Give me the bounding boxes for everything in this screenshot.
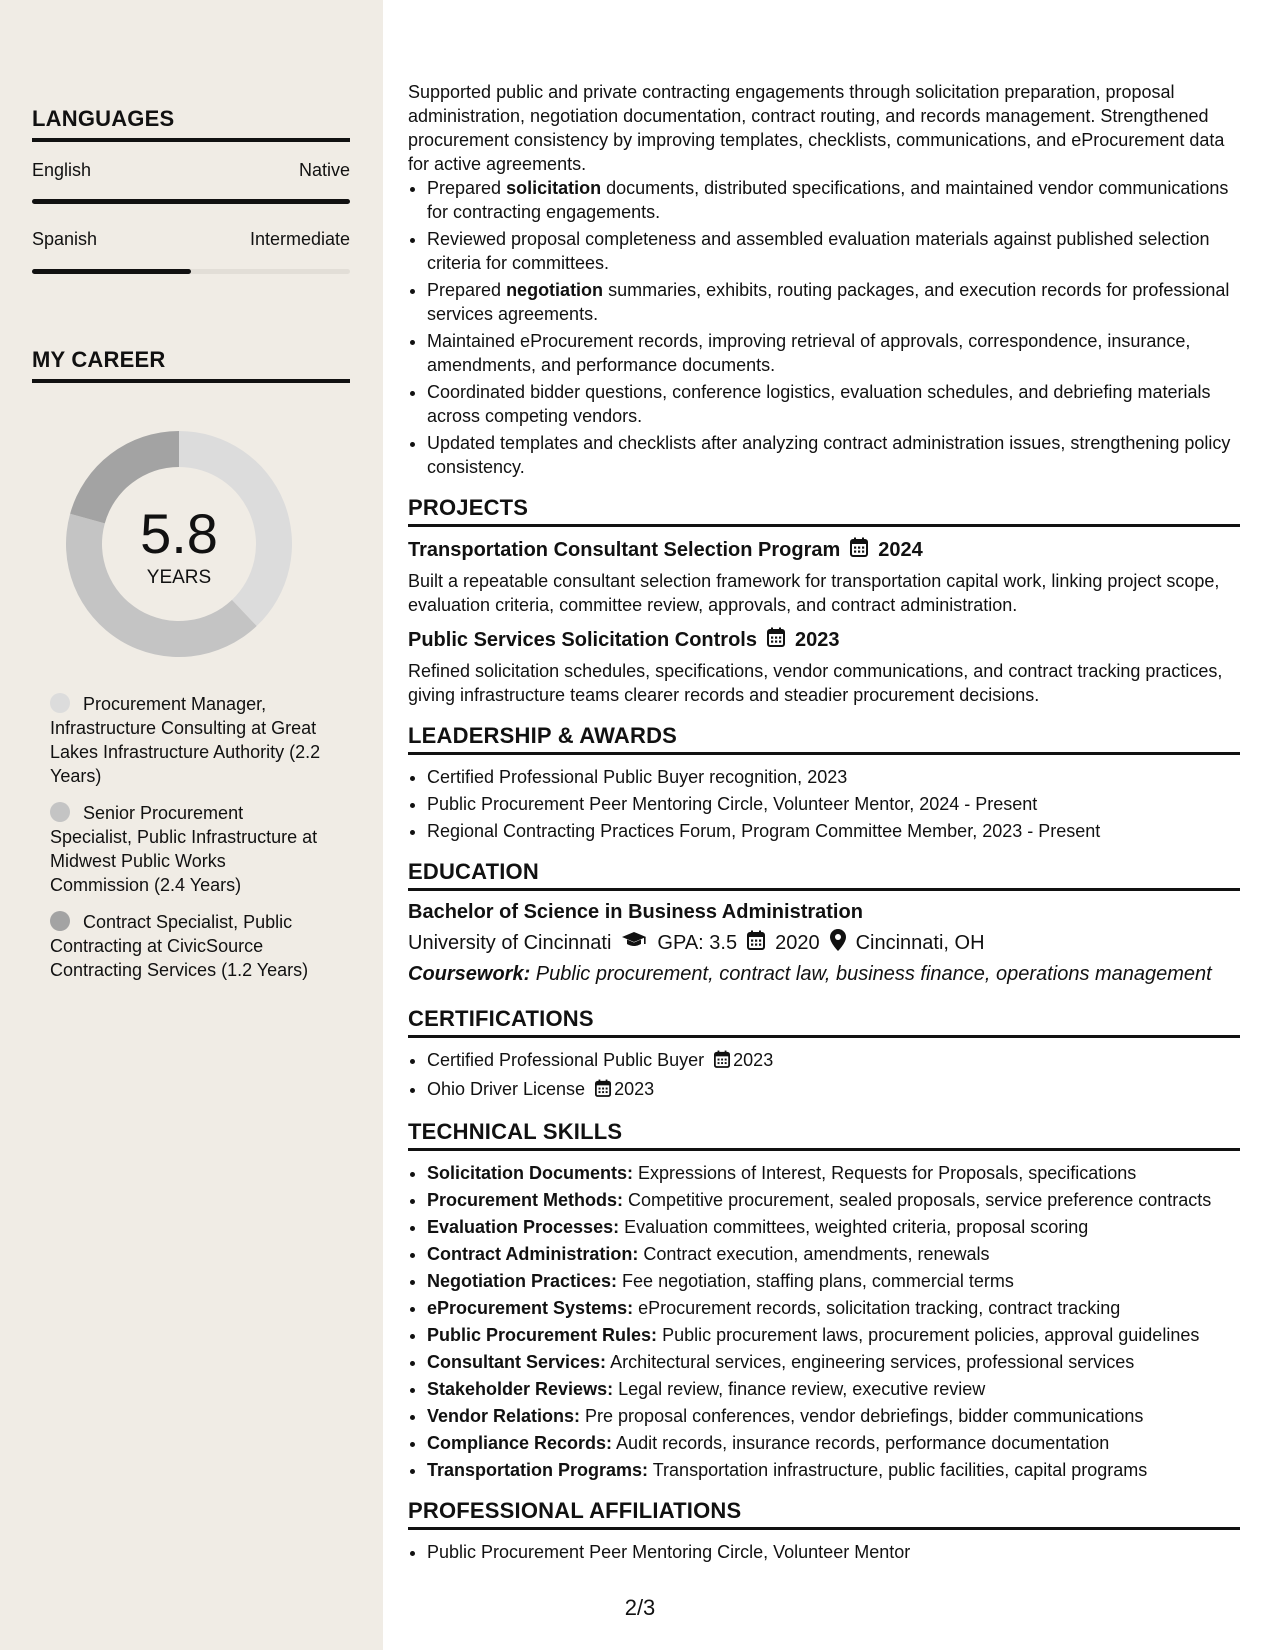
skill-label: Negotiation Practices:: [427, 1271, 618, 1291]
skill-item: [427, 1377, 1240, 1401]
skill-value: Pre proposal conferences, vendor debriefings, bidder communications: [580, 1406, 1144, 1426]
project-title-row: [408, 627, 1240, 653]
sidebar: [0, 0, 383, 1650]
skill-value: Public procurement laws, procurement policies, approval guidelines: [657, 1325, 1200, 1345]
skill-label: Compliance Records:: [427, 1433, 613, 1453]
certifications-list: [408, 1048, 1240, 1103]
skill-value: Fee negotiation, staffing plans, commercial terms: [617, 1271, 1014, 1291]
career-title: MY CAREER: [32, 347, 350, 383]
skill-item: [427, 1215, 1240, 1239]
certification-name: Ohio Driver License: [427, 1079, 586, 1099]
skill-value: Contract execution, amendments, renewals: [638, 1244, 990, 1264]
project-title: Transportation Consultant Selection Program: [408, 538, 841, 561]
page-number: 2/3: [624, 1595, 656, 1620]
language-row-spanish: [32, 229, 350, 250]
bullet-text: documents, distributed specifications, and maintained vendor communications for contracting engagements.: [427, 178, 1229, 222]
coursework-text: Public procurement, contract law, business finance, operations management: [530, 963, 1212, 985]
career-item-text: Contract Specialist, Public Contracting at CivicSource Contracting Services (1.2 Years): [50, 912, 309, 980]
project-year: 2023: [794, 628, 840, 651]
bullet-text: Prepared: [427, 280, 507, 300]
skill-item: [427, 1350, 1240, 1374]
bullet-text: Coordinated bidder questions, conference logistics, evaluation schedules, and debriefing materials across competing vendors.: [427, 382, 1211, 426]
skill-label: Evaluation Processes:: [427, 1217, 620, 1237]
bullet-keyword: solicitation: [506, 178, 602, 198]
experience-bullets: [408, 176, 1240, 479]
skill-item: [427, 1431, 1240, 1455]
bullet-text: Updated templates and checklists after analyzing contract administration issues, strengthening policy consistency.: [427, 433, 1231, 477]
language-bar-spanish: [32, 269, 350, 274]
skill-label: eProcurement Systems:: [427, 1298, 634, 1318]
project-item: [408, 537, 1240, 617]
skill-value: Legal review, finance review, executive review: [613, 1379, 986, 1399]
certification-year: 2023: [614, 1079, 655, 1099]
coursework-label: Coursework:: [408, 963, 531, 985]
skill-item: [427, 1161, 1240, 1185]
career-item: [50, 910, 325, 982]
skill-label: Transportation Programs:: [427, 1460, 649, 1480]
language-level: Intermediate: [249, 229, 350, 249]
career-legend-dot: [50, 693, 70, 713]
skill-item: [427, 1269, 1240, 1293]
project-description: Refined solicitation schedules, specifications, vendor communications, and contract tracking practices, giving infrastructure teams clearer records and steadier procurement decisions.: [408, 661, 1223, 705]
coursework: [408, 963, 1240, 986]
certification-item: [427, 1048, 1240, 1074]
language-level: Native: [298, 160, 350, 180]
calendar-icon: [767, 627, 785, 653]
leadership-item: • Certified Professional Public Buyer recognition, 2023: [427, 765, 1240, 789]
career-item-text: Procurement Manager, Infrastructure Consulting at Great Lakes Infrastructure Authority (2.2 Years): [50, 694, 321, 786]
gpa: GPA: 3.5: [657, 931, 738, 954]
career-item-text: Senior Procurement Specialist, Public Infrastructure at Midwest Public Works Commission (2.4 Years): [50, 803, 318, 895]
career-total-years: 5.8: [140, 502, 218, 565]
skill-value: Audit records, insurance records, performance documentation: [612, 1433, 1110, 1453]
language-row-english: [32, 160, 350, 181]
leadership-list: [408, 765, 1240, 843]
experience-bullet: [427, 176, 1240, 224]
languages-title: LANGUAGES: [32, 106, 350, 142]
skill-label: Contract Administration:: [427, 1244, 639, 1264]
skill-value: Expressions of Interest, Requests for Proposals, specifications: [633, 1163, 1137, 1183]
skill-item: [427, 1242, 1240, 1266]
project-year: 2024: [878, 538, 923, 561]
graduation-cap-icon: [621, 931, 647, 955]
skill-value: Evaluation committees, weighted criteria, proposal scoring: [619, 1217, 1089, 1237]
bullet-text: summaries, exhibits, routing packages, and execution records for professional services agreements.: [427, 280, 1230, 324]
experience-bullet: [427, 380, 1240, 428]
career-list: [50, 692, 325, 995]
skill-label: Procurement Methods:: [427, 1190, 624, 1210]
certification-name: Certified Professional Public Buyer: [427, 1050, 705, 1070]
language-bar-fill: [32, 269, 191, 274]
education-details: [408, 929, 1240, 957]
skills-title: TECHNICAL SKILLS: [408, 1119, 1240, 1151]
graduation-year: 2020: [775, 931, 820, 954]
language-bar-english: [32, 199, 350, 204]
language-name: English: [32, 160, 92, 180]
bullet-text: Reviewed proposal completeness and assembled evaluation materials against published selection criteria for committees.: [427, 229, 1210, 273]
certifications-title: CERTIFICATIONS: [408, 1006, 1240, 1038]
bullet-text: Maintained eProcurement records, improving retrieval of approvals, correspondence, insurance, amendments, and performance documents.: [427, 331, 1191, 375]
certification-item: [427, 1077, 1240, 1103]
skill-label: Vendor Relations:: [427, 1406, 581, 1426]
project-description: Built a repeatable consultant selection framework for transportation capital work, linking project scope, evaluation criteria, committee review, approvals, and contract administration.: [408, 571, 1220, 615]
calendar-icon: [747, 930, 765, 956]
calendar-icon: [595, 1079, 611, 1103]
experience-summary: Supported public and private contracting engagements through solicitation preparation, proposal administration, negotiation documentation, contract routing, and records management. Strengthened procurement consistency by improving templates, checklists, communications, and eProcurement data for active agreements.: [408, 82, 1225, 174]
experience-bullet: [427, 278, 1240, 326]
career-item: [50, 692, 325, 788]
affiliation-item: • Public Procurement Peer Mentoring Circle, Volunteer Mentor: [427, 1540, 1240, 1564]
career-item: [50, 801, 325, 897]
career-legend-dot: [50, 911, 70, 931]
skill-item: [427, 1188, 1240, 1212]
skill-value: Transportation infrastructure, public facilities, capital programs: [648, 1460, 1148, 1480]
skill-value: eProcurement records, solicitation tracking, contract tracking: [633, 1298, 1121, 1318]
projects-title: PROJECTS: [408, 495, 1240, 527]
experience-bullet: [427, 227, 1240, 275]
experience-bullet: [427, 431, 1240, 479]
skill-item: [427, 1323, 1240, 1347]
skill-label: Public Procurement Rules:: [427, 1325, 658, 1345]
skill-item: [427, 1296, 1240, 1320]
project-item: [408, 627, 1240, 707]
language-name: Spanish: [32, 229, 98, 249]
skill-item: [427, 1404, 1240, 1428]
location: Cincinnati, OH: [855, 931, 985, 954]
affiliations-title: PROFESSIONAL AFFILIATIONS: [408, 1498, 1240, 1530]
affiliations-list: [408, 1540, 1240, 1564]
language-bar-fill: [32, 199, 350, 204]
map-pin-icon: [830, 929, 846, 957]
bullet-keyword: negotiation: [506, 280, 604, 300]
career-donut-chart: [66, 431, 292, 657]
calendar-icon: [850, 537, 868, 563]
project-title: Public Services Solicitation Controls: [408, 628, 757, 651]
skill-label: Stakeholder Reviews:: [427, 1379, 614, 1399]
calendar-icon: [714, 1050, 730, 1074]
skill-value: Architectural services, engineering services, professional services: [606, 1352, 1135, 1372]
skills-list: [408, 1161, 1240, 1482]
skill-label: Consultant Services:: [427, 1352, 607, 1372]
certification-year: 2023: [733, 1050, 774, 1070]
skill-value: Competitive procurement, sealed proposals, service preference contracts: [623, 1190, 1212, 1210]
skill-label: Solicitation Documents:: [427, 1163, 634, 1183]
experience-bullet: [427, 329, 1240, 377]
leadership-item: • Regional Contracting Practices Forum, Program Committee Member, 2023 - Present: [427, 819, 1240, 843]
skill-item: [427, 1458, 1240, 1482]
main-content: [408, 80, 1240, 1567]
bullet-text: Prepared: [427, 178, 507, 198]
school: University of Cincinnati: [408, 931, 612, 954]
education-title: EDUCATION: [408, 859, 1240, 891]
leadership-title: LEADERSHIP & AWARDS: [408, 723, 1240, 755]
project-title-row: [408, 537, 1240, 563]
degree: Bachelor of Science in Business Administration: [408, 901, 863, 923]
career-legend-dot: [50, 802, 70, 822]
leadership-item: • Public Procurement Peer Mentoring Circle, Volunteer Mentor, 2024 - Present: [427, 792, 1240, 816]
career-years-label: YEARS: [146, 567, 212, 588]
